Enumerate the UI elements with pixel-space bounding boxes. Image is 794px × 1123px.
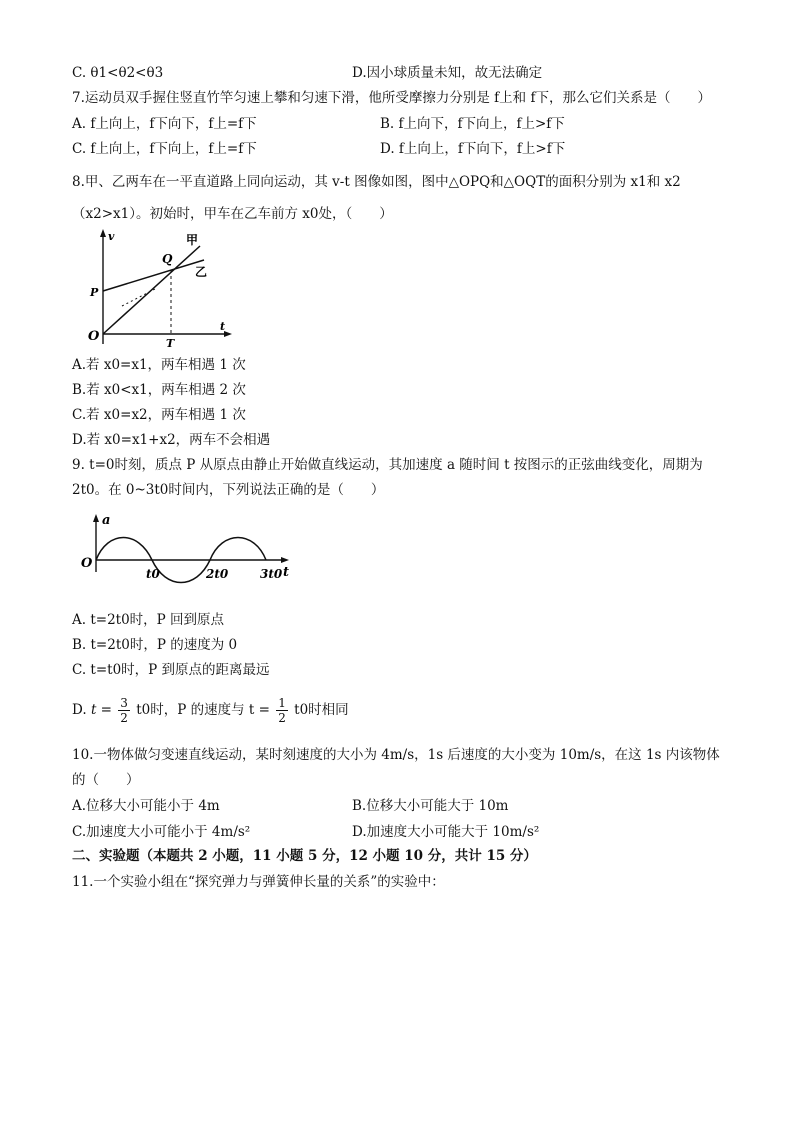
q9-a-axis-arrow xyxy=(93,514,99,522)
q9-stem-line1: 9. t=0时刻，质点 P 从原点由静止开始做直线运动，其加速度 a 随时间 t 按图示的正弦曲线变化，周期为 xyxy=(72,457,703,473)
q9-label-3t0: 3t0 xyxy=(260,567,283,581)
q7-option-b: B. f上向下，f下向上，f上>f下 xyxy=(380,116,565,132)
q7-option-c: C. f上向上，f下向上，f上=f下 xyxy=(72,141,257,157)
q8-label-v: v xyxy=(108,230,115,243)
q8-label-t-point: T xyxy=(166,337,175,350)
q11-stem: 11.一个实验小组在“探究弹力与弹簧伸长量的关系”的实验中： xyxy=(72,874,445,890)
q9-fraction-3-2-numerator: 3 xyxy=(120,696,128,710)
section-2-title: 二、实验题（本题共 2 小题，11 小题 5 分，12 小题 10 分，共计 15 分） xyxy=(72,848,537,864)
q9-fraction-3-2-denominator: 2 xyxy=(120,711,128,725)
q8-t-axis-arrow xyxy=(224,331,232,337)
q10-stem-line1: 10.一物体做匀变速直线运动，某时刻速度的大小为 4m/s，1s 后速度的大小变为 10m/s，在这 1s 内该物体 xyxy=(72,747,720,763)
q8-option-a: A.若 x0=x1，两车相遇 1 次 xyxy=(72,357,246,373)
q8-line-jia xyxy=(103,246,200,334)
q8-option-b: B.若 x0<x1，两车相遇 2 次 xyxy=(72,382,246,398)
q8-v-axis-arrow xyxy=(100,229,106,237)
q8-label-yi: 乙 xyxy=(195,265,208,279)
q8-label-p: P xyxy=(90,286,99,299)
q8-stem-line1: 8.甲、乙两车在一平直道路上同向运动，其 v-t 图像如图，图中△OPQ和△OQT的面积分别为 x1和 x2 xyxy=(72,174,681,190)
q9-at-graph xyxy=(78,510,308,585)
q8-option-d: D.若 x0=x1+x2，两车不会相遇 xyxy=(72,432,271,448)
q6-option-d: D.因小球质量未知，故无法确定 xyxy=(352,65,543,81)
q8-stem-line2: （x2>x1）。初始时，甲车在乙车前方 x0处，（ ） xyxy=(72,206,393,222)
q8-option-c: C.若 x0=x2，两车相遇 1 次 xyxy=(72,407,246,423)
q7-option-a: A. f上向上，f下向下，f上=f下 xyxy=(72,116,257,132)
q9-fraction-1-2-denominator: 2 xyxy=(278,711,286,725)
q9-label-t: t xyxy=(283,565,290,580)
q7-option-d: D. f上向上，f下向下，f上>f下 xyxy=(380,141,566,157)
q7-stem: 7.运动员双手握住竖直竹竿匀速上攀和匀速下滑，他所受摩擦力分别是 f上和 f下，那么它们关系是（ ） xyxy=(72,90,711,106)
q9-t-axis-arrow xyxy=(281,557,289,563)
q8-vt-graph xyxy=(82,226,242,350)
q10-stem-line2: 的（ ） xyxy=(72,772,140,788)
q9-label-t0: t0 xyxy=(146,567,160,581)
q9-label-o: O xyxy=(81,556,93,571)
q9-option-d-middle: t0时，P 的速度与 t = xyxy=(136,702,270,718)
q9-option-d-prefix: D. xyxy=(72,702,87,718)
q9-option-d-end: t0时相同 xyxy=(294,702,349,718)
q9-label-a: a xyxy=(102,513,111,528)
q9-option-c: C. t=t0时，P 到原点的距离最远 xyxy=(72,662,270,678)
q9-option-d-t1: t = xyxy=(90,702,112,718)
q8-label-q: Q xyxy=(162,252,173,266)
q9-option-a: A. t=2t0时，P 回到原点 xyxy=(72,612,225,628)
q8-label-jia: 甲 xyxy=(186,233,199,247)
q9-fraction-1-2-numerator: 1 xyxy=(278,696,286,710)
q9-label-2t0: 2t0 xyxy=(206,567,229,581)
q10-option-a: A.位移大小可能小于 4m xyxy=(72,798,220,814)
q10-option-b: B.位移大小可能大于 10m xyxy=(352,798,509,814)
q10-option-c: C.加速度大小可能小于 4m/s² xyxy=(72,824,251,840)
q6-option-c: C. θ1<θ2<θ3 xyxy=(72,65,164,81)
q9-option-b: B. t=2t0时，P 的速度为 0 xyxy=(72,637,238,653)
q9-fraction-3-2 xyxy=(118,696,130,725)
q9-option-d xyxy=(72,692,349,728)
q10-option-d: D.加速度大小可能大于 10m/s² xyxy=(352,824,540,840)
q8-line-yi xyxy=(103,260,204,291)
q9-stem-line2: 2t0。在 0~3t0时间内，下列说法正确的是（ ） xyxy=(72,482,385,498)
q8-label-t-axis: t xyxy=(220,320,226,333)
q8-label-o: O xyxy=(88,329,100,344)
q9-fraction-1-2 xyxy=(276,696,288,725)
